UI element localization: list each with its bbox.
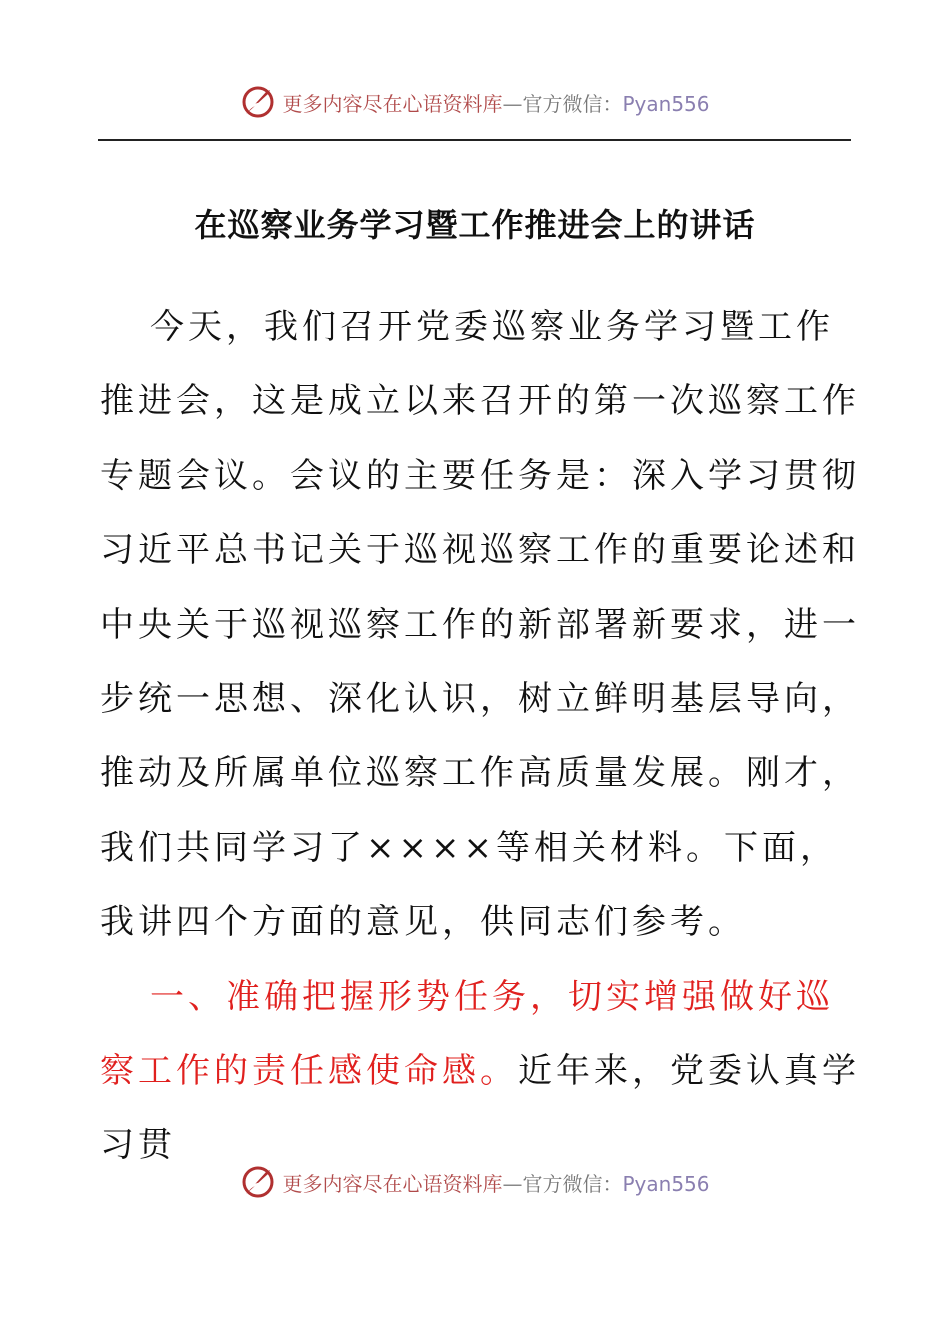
- banner-wechat-id: Pyan556: [622, 1171, 710, 1196]
- header-banner: [0, 82, 950, 122]
- document-body: [100, 290, 870, 1183]
- paragraph-intro: 今天，我们召开党委巡察业务学习暨工作推进会，这是成立以来召开的第一次巡察工作专题会议。会议的主要任务是：深入学习贯彻习近平总书记关于巡视巡察工作的重要论述和中央关于巡视巡察工作的新部署新要求，进一步统一思想、深化认识，树立鲜明基层导向，推动及所属单位巡察工作高质量发展。刚才，我们共同学习了××××等相关材料。下面，我讲四个方面的意见，供同志们参考。: [100, 307, 860, 943]
- footer-banner: [0, 1162, 950, 1202]
- banner-dash: —: [502, 1171, 523, 1196]
- quill-logo-icon: [240, 1164, 276, 1200]
- banner-site-text: 更多内容尽在心语资料库: [282, 91, 503, 116]
- section-text: 近年来，党委认真学习贯: [100, 1051, 860, 1166]
- quill-logo-icon: [240, 84, 276, 120]
- banner-wechat-label: 官方微信：: [522, 91, 623, 116]
- banner-site-text: 更多内容尽在心语资料库: [282, 1171, 503, 1196]
- paragraph-section-1: [100, 960, 870, 1183]
- banner-wechat-id: Pyan556: [622, 91, 710, 116]
- header-rule: [98, 139, 851, 141]
- document-title: 在巡察业务学习暨工作推进会上的讲话: [194, 206, 756, 244]
- banner-wechat-label: 官方微信：: [522, 1171, 623, 1196]
- section-heading: 一、准确把握形势任务，切实增强做好巡察工作的责任感使命感。: [100, 976, 834, 1092]
- banner-dash: —: [502, 91, 523, 116]
